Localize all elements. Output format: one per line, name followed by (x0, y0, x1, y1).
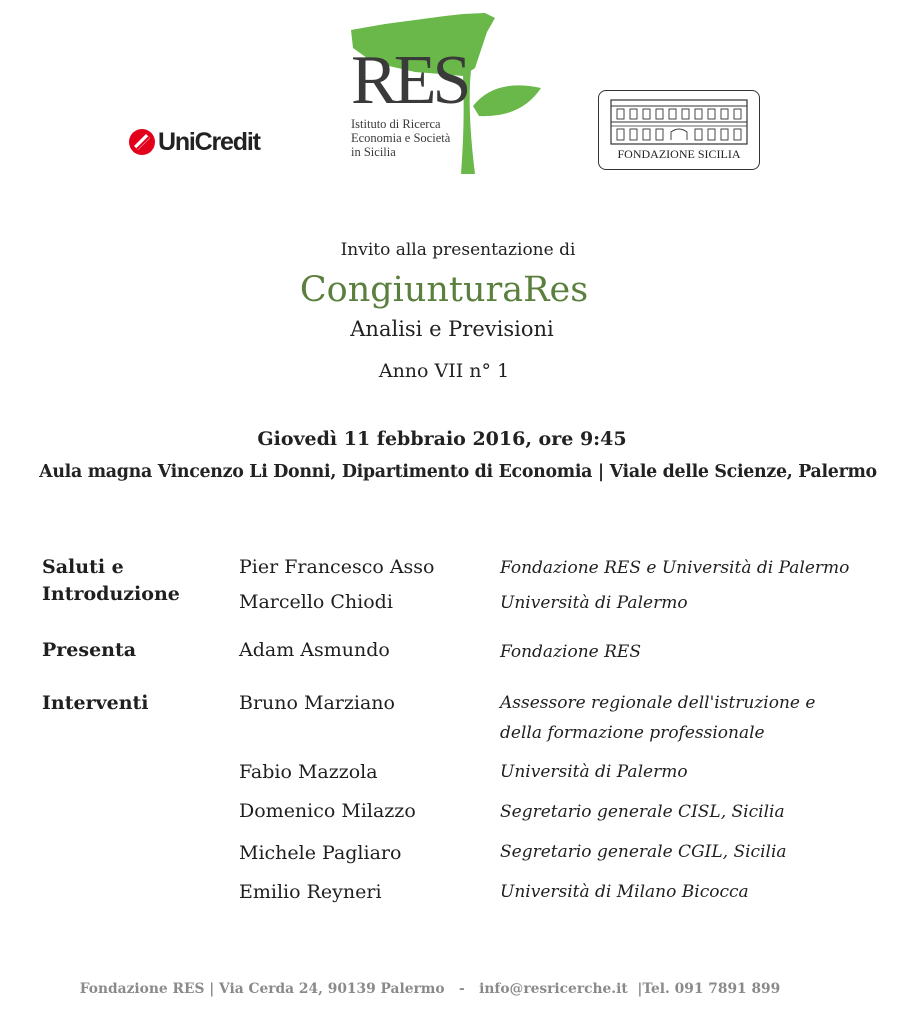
unicredit-wordmark: UniCredit (158, 128, 260, 156)
unicredit-mark-icon (128, 128, 156, 156)
speaker-affiliation: Università di Palermo (500, 593, 688, 613)
res-logo (345, 10, 545, 176)
publication-subtitle: Analisi e Previsioni (350, 317, 554, 341)
section-label-interventi: Interventi (42, 692, 149, 714)
section-label-saluti-line-1: Saluti e (42, 556, 124, 578)
publication-title: CongiunturaRes (299, 270, 589, 310)
invitation-line: Invito alla presentazione di (340, 240, 576, 260)
speaker-affiliation: Segretario generale CISL, Sicilia (500, 802, 785, 822)
res-subtitle (351, 117, 491, 159)
speaker-affiliation: Segretario generale CGIL, Sicilia (500, 842, 787, 862)
speaker-name: Pier Francesco Asso (239, 556, 435, 578)
speaker-name: Adam Asmundo (239, 639, 390, 661)
speaker-name: Domenico Milazzo (239, 800, 416, 822)
unicredit-logo (128, 124, 278, 160)
speaker-name: Fabio Mazzola (239, 761, 378, 783)
palazzo-building-icon (607, 96, 751, 146)
speaker-affiliation: Fondazione RES e Università di Palermo (500, 558, 850, 578)
event-venue: Aula magna Vincenzo Li Donni, Dipartimento di Economia | Viale delle Scienze, Palermo (39, 462, 877, 482)
speaker-affiliation: Università di Milano Bicocca (500, 882, 749, 902)
speaker-name: Emilio Reyneri (239, 881, 382, 903)
res-subtitle-line-2: Economia e Società (351, 131, 451, 145)
fondazione-sicilia-text: FONDAZIONE SICILIA (617, 147, 741, 161)
speaker-name: Michele Pagliaro (239, 842, 402, 864)
speaker-name: Marcello Chiodi (239, 591, 393, 613)
speaker-affiliation: Università di Palermo (500, 762, 688, 782)
res-letters: RES (351, 42, 468, 119)
event-date: Giovedì 11 febbraio 2016, ore 9:45 (257, 428, 627, 450)
fondazione-sicilia-logo (598, 90, 760, 170)
footer-contact: Fondazione RES | Via Cerda 24, 90139 Palermo - info@resricerche.it |Tel. 091 7891 899 (79, 981, 781, 997)
res-subtitle-line-1: Istituto di Ricerca (351, 117, 441, 131)
speaker-affiliation-line-2: della formazione professionale (500, 723, 765, 743)
res-subtitle-line-3: in Sicilia (351, 145, 396, 159)
issue-number: Anno VII n° 1 (378, 360, 510, 382)
section-label-presenta: Presenta (42, 639, 137, 661)
section-label-saluti-line-2: Introduzione (42, 583, 180, 605)
speaker-affiliation-line-1: Assessore regionale dell'istruzione e (500, 693, 816, 713)
speaker-affiliation: Fondazione RES (500, 642, 641, 662)
speaker-name: Bruno Marziano (239, 692, 395, 714)
